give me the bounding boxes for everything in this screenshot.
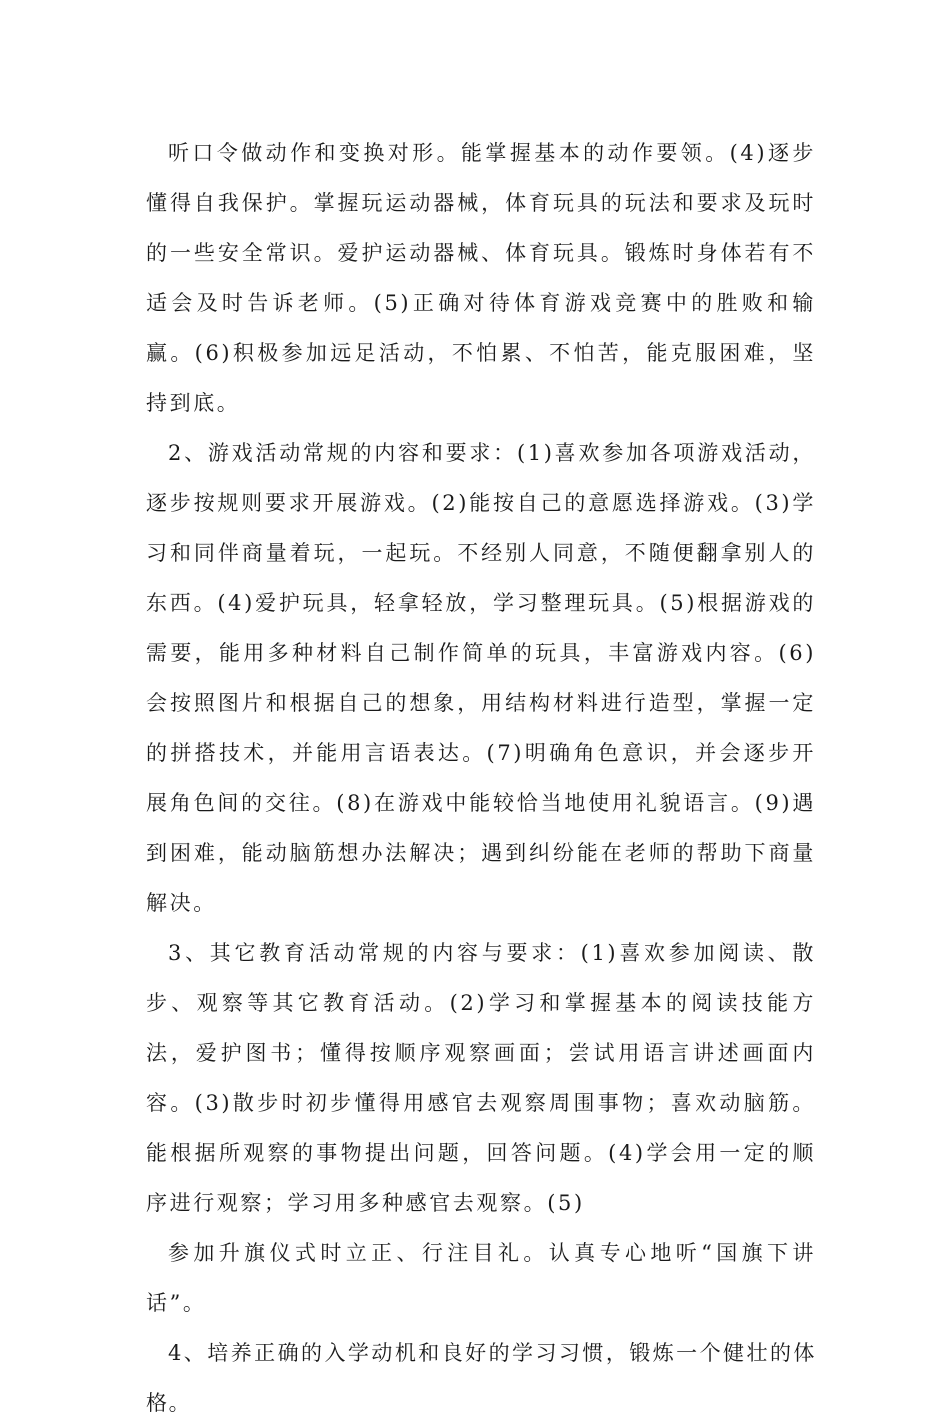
paragraph-other-activities: 3、其它教育活动常规的内容与要求：(1)喜欢参加阅读、散步、观察等其它教育活动。(2)学习和掌握基本的阅读技能方法，爱护图书；懂得按顺序观察画面；尝试用语言讲述画面内容。(3)散步时初步懂得用感官去观察周围事物；喜欢动脑筋。能根据所观察的事物提出问题，回答问题。(4)学会用一定的顺序进行观察；学习用多种感官去观察。(5) bbox=[146, 941, 816, 1215]
paragraph-motor-skills: 听口令做动作和变换对形。能掌握基本的动作要领。(4)逐步懂得自我保护。掌握玩运动器械，体育玩具的玩法和要求及玩时的一些安全常识。爱护运动器械、体育玩具。锻炼时身体若有不适会及时告诉老师。(5)正确对待体育游戏竞赛中的胜败和输赢。(6)积极参加远足活动，不怕累、不怕苦，能克服困难，坚持到底。 bbox=[146, 141, 816, 415]
paragraph-game-activities: 2、游戏活动常规的内容和要求：(1)喜欢参加各项游戏活动，逐步按规则要求开展游戏。(2)能按自己的意愿选择游戏。(3)学习和同伴商量着玩，一起玩。不经别人同意，不随便翻拿别人的东西。(4)爱护玩具，轻拿轻放，学习整理玩具。(5)根据游戏的需要，能用多种材料自己制作简单的玩具，丰富游戏内容。(6)会按照图片和根据自己的想象，用结构材料进行造型，掌握一定的拼搭技术，并能用言语表达。(7)明确角色意识，并会逐步开展角色间的交往。(8)在游戏中能较恰当地使用礼貌语言。(9)遇到困难，能动脑筋想办法解决；遇到纠纷能在老师的帮助下商量解决。 bbox=[146, 441, 816, 915]
document-body bbox=[146, 128, 816, 1428]
paragraph-study-habits: 4、培养正确的入学动机和良好的学习习惯，锻炼一个健壮的体格。 bbox=[146, 1341, 816, 1415]
paragraph-flag-ceremony: 参加升旗仪式时立正、行注目礼。认真专心地听“国旗下讲话”。 bbox=[146, 1241, 816, 1315]
